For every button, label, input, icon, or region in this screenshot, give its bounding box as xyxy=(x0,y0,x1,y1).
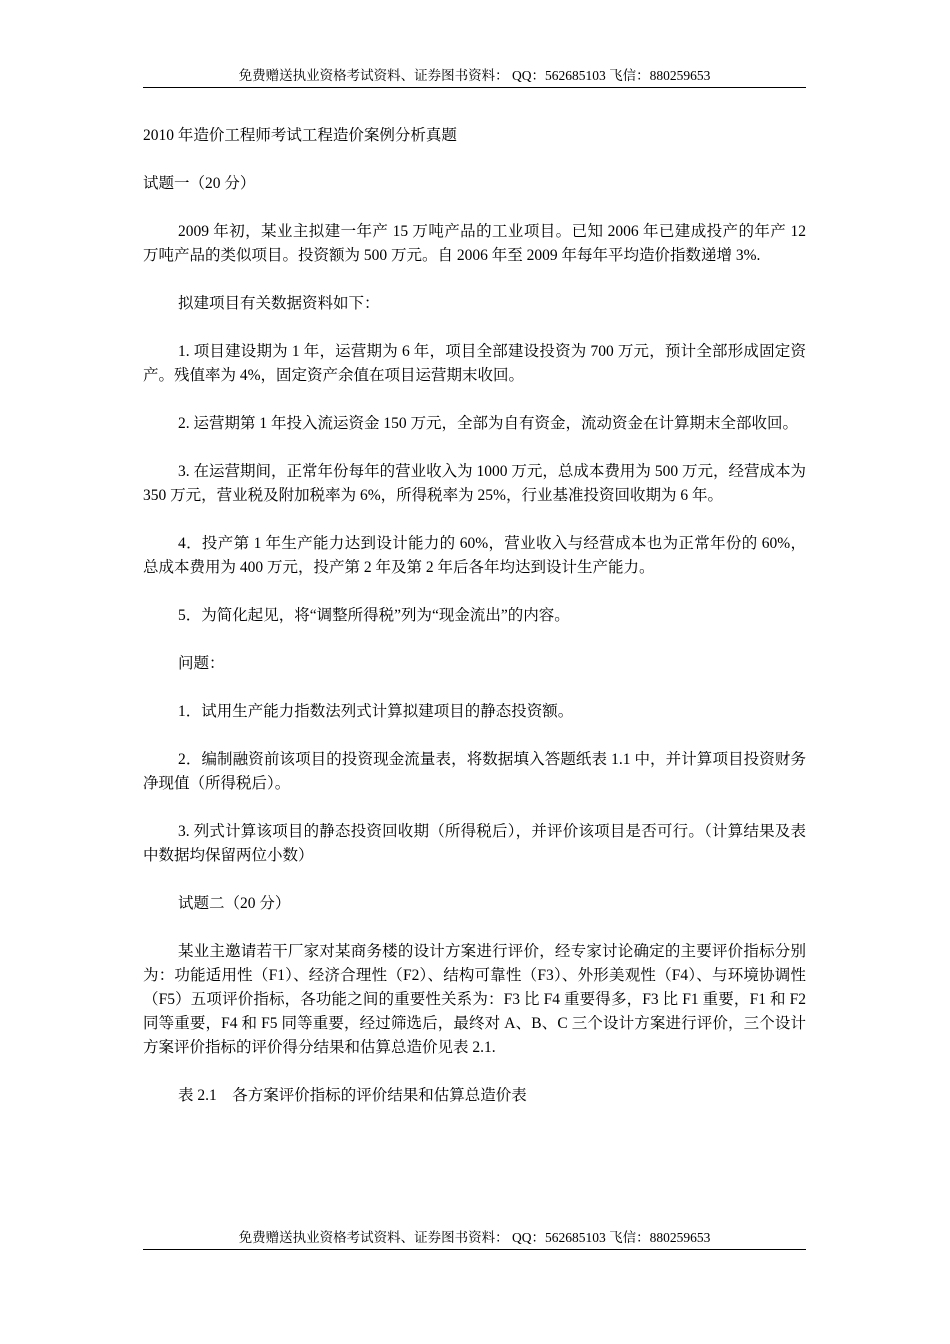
question1-item-5: 5．为简化起见，将“调整所得税”列为“现金流出”的内容。 xyxy=(178,607,570,624)
question1-question-2: 2．编制融资前该项目的投资现金流量表，将数据填入答题纸表 1.1 中，并计算项目投资财务净现值（所得税后）。 xyxy=(143,751,806,792)
question1-question-1: 1．试用生产能力指数法列式计算拟建项目的静态投资额。 xyxy=(178,703,574,720)
footer-text: 免费赠送执业资格考试资料、证券图书资料： QQ：562685103 飞信：880259653 xyxy=(238,1230,711,1245)
question1-data-lead: 拟建项目有关数据资料如下： xyxy=(178,295,380,312)
question1-item-2: 2. 运营期第 1 年投入流运资金 150 万元，全部为自有资金，流动资金在计算期末全部收回。 xyxy=(178,415,799,432)
document-title: 2010 年造价工程师考试工程造价案例分析真题 xyxy=(143,127,457,144)
question1-item-1: 1. 项目建设期为 1 年，运营期为 6 年，项目全部建设投资为 700 万元，预计全部形成固定资产。残值率为 4%，固定资产余值在项目运营期末收回。 xyxy=(143,343,806,384)
question1-question-3: 3. 列式计算该项目的静态投资回收期（所得税后），并评价该项目是否可行。（计算结果及表中数据均保留两位小数） xyxy=(143,823,806,864)
question1-item-4: 4．投产第 1 年生产能力达到设计能力的 60%，营业收入与经营成本也为正常年份的 60%，总成本费用为 400 万元，投产第 2 年及第 2 年后各年均达到设计生产能力。 xyxy=(143,535,806,576)
page-header xyxy=(143,67,806,88)
document-body xyxy=(143,124,806,1132)
header-text: 免费赠送执业资格考试资料、证券图书资料： QQ：562685103 飞信：880259653 xyxy=(238,68,711,83)
question1-item-3: 3. 在运营期间，正常年份每年的营业收入为 1000 万元，总成本费用为 500 万元，经营成本为 350 万元，营业税及附加税率为 6%，所得税率为 25%，行业基准投资回收期为 6 年。 xyxy=(143,463,806,504)
question2-heading: 试题二（20 分） xyxy=(178,895,291,912)
question2-intro: 某业主邀请若干厂家对某商务楼的设计方案进行评价，经专家讨论确定的主要评价指标分别为：功能适用性（F1）、经济合理性（F2）、结构可靠性（F3）、外形美观性（F4）、与环境协调性（F5）五项评价指标，各功能之间的重要性关系为：F3 比 F4 重要得多，F3 比 F1 重要，F1 和 F2 同等重要，F4 和 F5 同等重要，经过筛选后，最终对 A、B、C 三个设计方案进行评价，三个设计方案评价指标的评价得分结果和估算总造价见表 2.1. xyxy=(143,943,806,1056)
question1-intro: 2009 年初，某业主拟建一年产 15 万吨产品的工业项目。已知 2006 年已建成投产的年产 12 万吨产品的类似项目。投资额为 500 万元。自 2006 年至 2009 年每年平均造价指数递增 3%. xyxy=(143,223,806,264)
question1-questions-lead: 问题： xyxy=(178,655,225,672)
page-footer xyxy=(143,1229,806,1250)
table-caption: 表 2.1 各方案评价指标的评价结果和估算总造价表 xyxy=(178,1087,527,1104)
question1-heading: 试题一（20 分） xyxy=(143,175,256,192)
